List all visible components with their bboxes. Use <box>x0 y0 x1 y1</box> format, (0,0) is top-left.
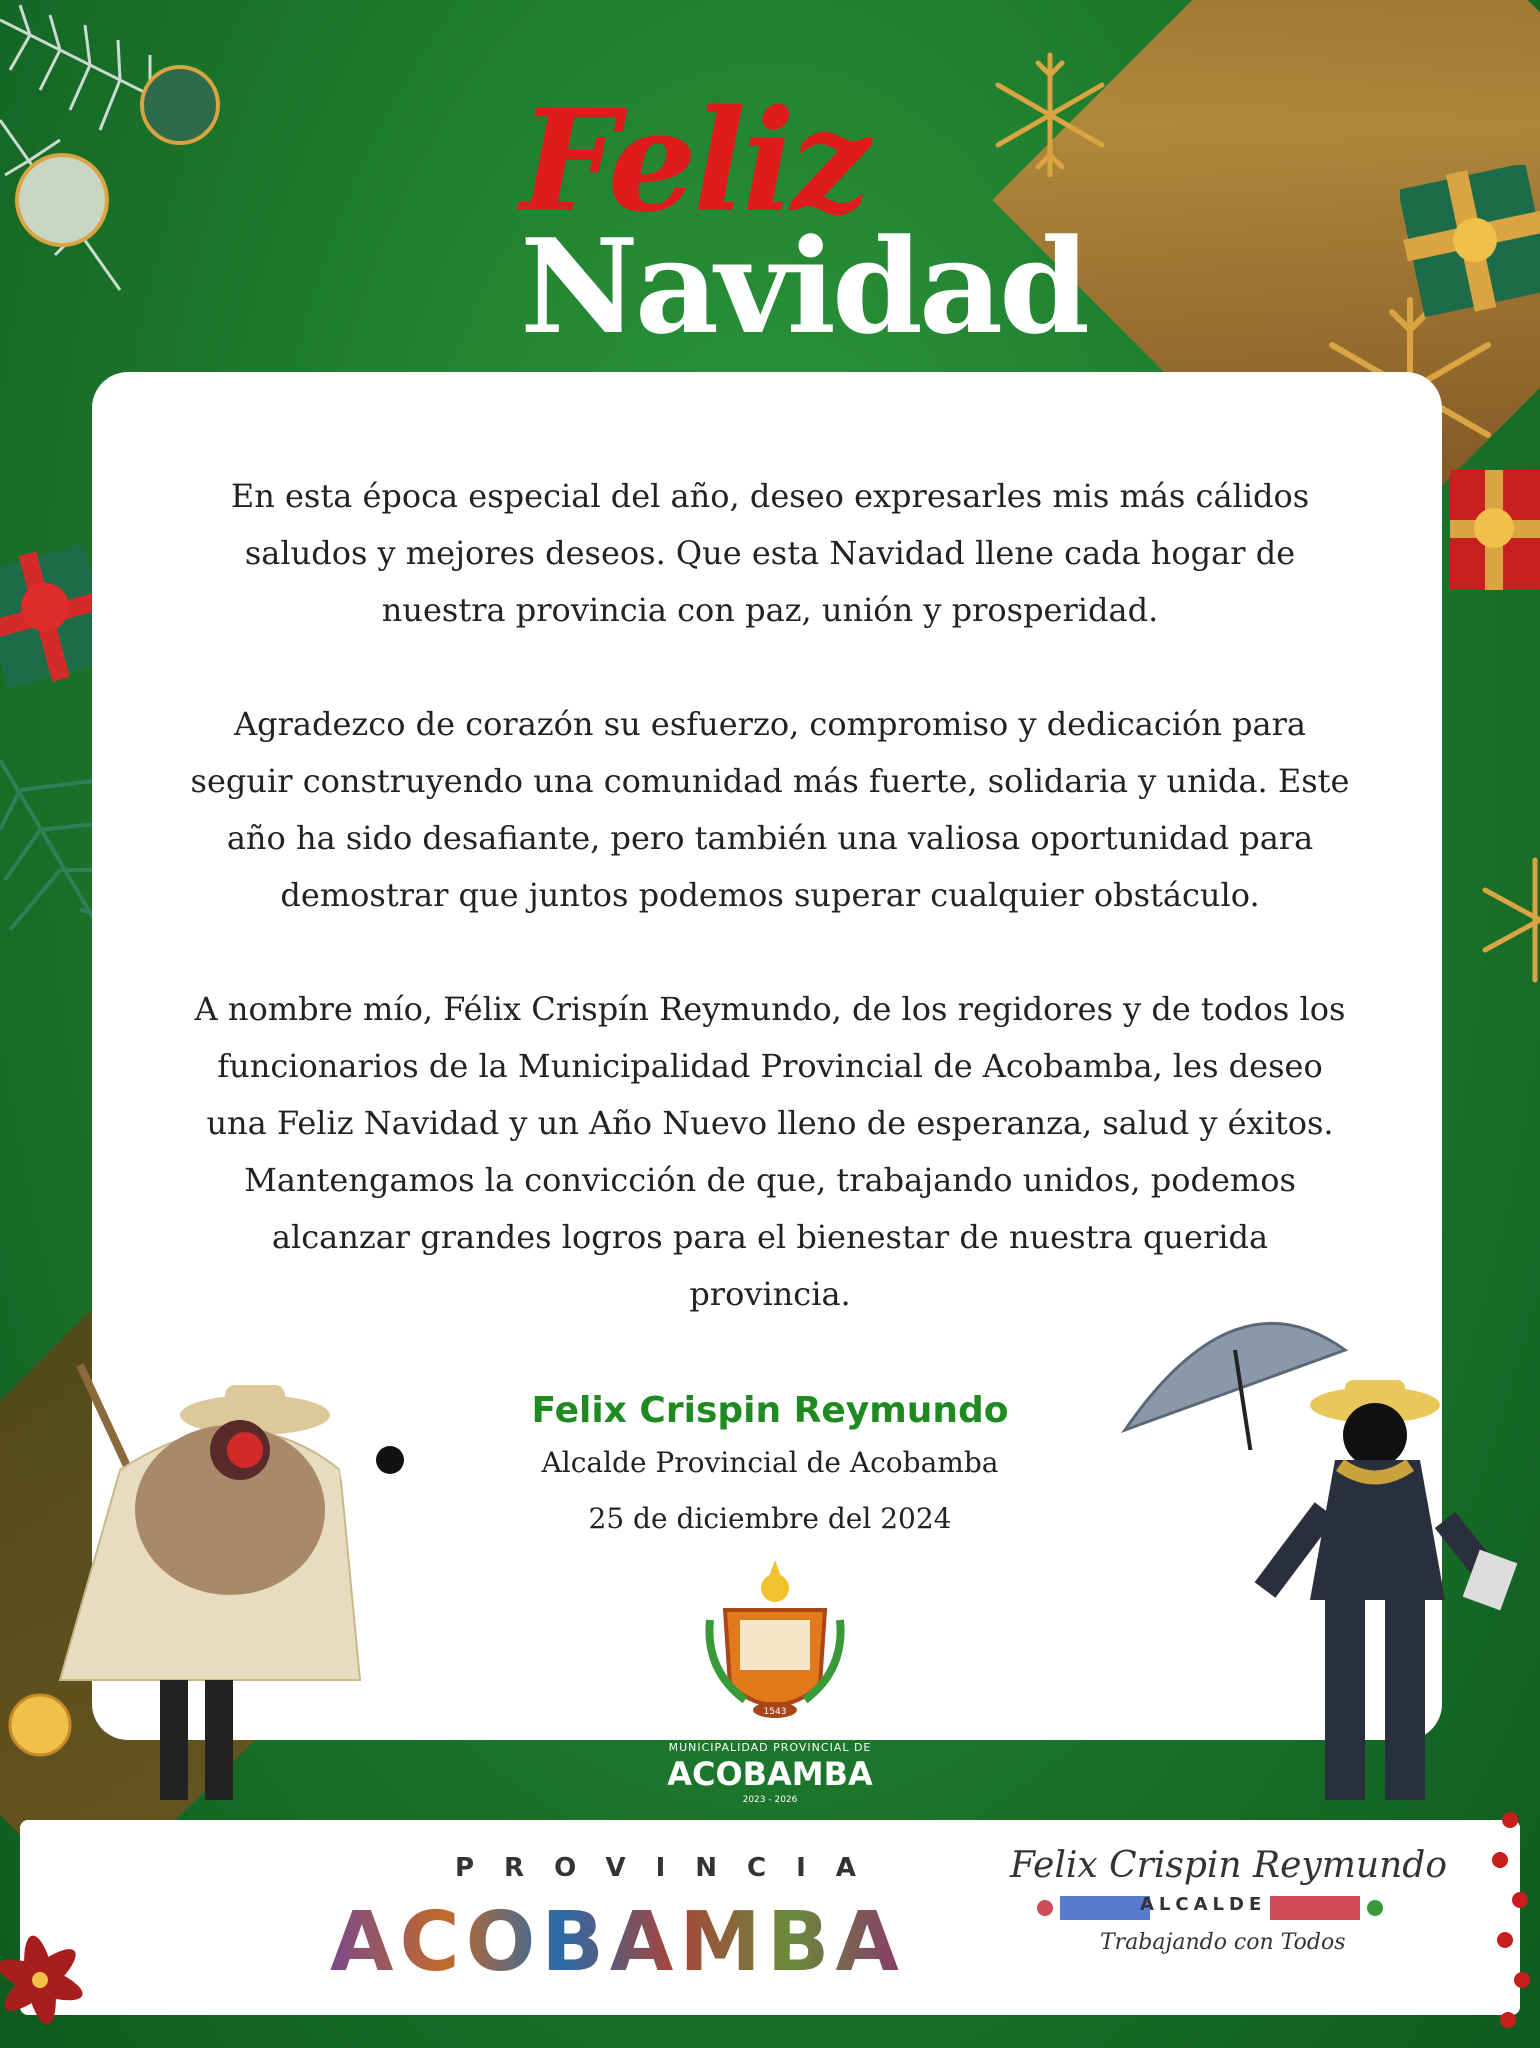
municipality-label <box>0 1735 1540 1815</box>
poinsettia-icon <box>0 1920 120 2048</box>
crest-year: 1543 <box>763 1707 787 1717</box>
province-name: ACOBAMBA <box>330 1895 905 1990</box>
signature-date: 25 de diciembre del 2024 <box>588 1502 952 1535</box>
gift-box-icon <box>1440 460 1540 610</box>
letter-body <box>190 468 1350 1380</box>
letter-paragraph: Agradezco de corazón su esfuerzo, compromiso y dedicación para seguir construyendo una comunidad más fuerte, solidaria y unida. Este año ha sido desafiante, pero también una valiosa oportunidad para demostrar que juntos podemos superar cualquier obstáculo. <box>190 705 1350 914</box>
letter-paragraph: A nombre mío, Félix Crispín Reymundo, de los regidores y de todos los funcionarios de la Municipalidad Provincial de Acobamba, les deseo una Feliz Navidad y un Año Nuevo lleno de esperanza, salud y éxitos. Mantengamos la convicción de que, trabajando unidos, podemos alcanzar grandes logros para el bienestar de nuestra querida provincia. <box>194 990 1346 1313</box>
signature-title: Alcalde Provincial de Acobamba <box>541 1446 999 1479</box>
snowflake-icon <box>1465 850 1540 990</box>
berries-icon <box>1480 1800 1540 2040</box>
title-navidad: Navidad <box>520 210 1087 363</box>
signature-name: Felix Crispin Reymundo <box>531 1390 1009 1431</box>
municipal-crest-icon <box>705 1560 845 1730</box>
letter-paragraph: En esta época especial del año, deseo expresarles mis más cálidos saludos y mejores deseos. Que esta Navidad llene cada hogar de nuestra provincia con paz, unión y prosperidad. <box>230 477 1310 629</box>
municipality-prefix: MUNICIPALIDAD PROVINCIAL DE <box>668 1741 872 1754</box>
municipality-years: 2023 - 2026 <box>742 1795 798 1805</box>
title-feliz: Feliz <box>520 80 867 244</box>
mayor-role-label: ALCALDE <box>1140 1894 1267 1915</box>
mayor-script-signature: Felix Crispin Reymundo <box>1010 1845 1447 1886</box>
municipality-name: ACOBAMBA <box>667 1755 873 1793</box>
province-label: PROVINCIA <box>455 1853 886 1883</box>
title-block <box>0 60 1540 363</box>
slogan: Trabajando con Todos <box>1100 1930 1346 1955</box>
